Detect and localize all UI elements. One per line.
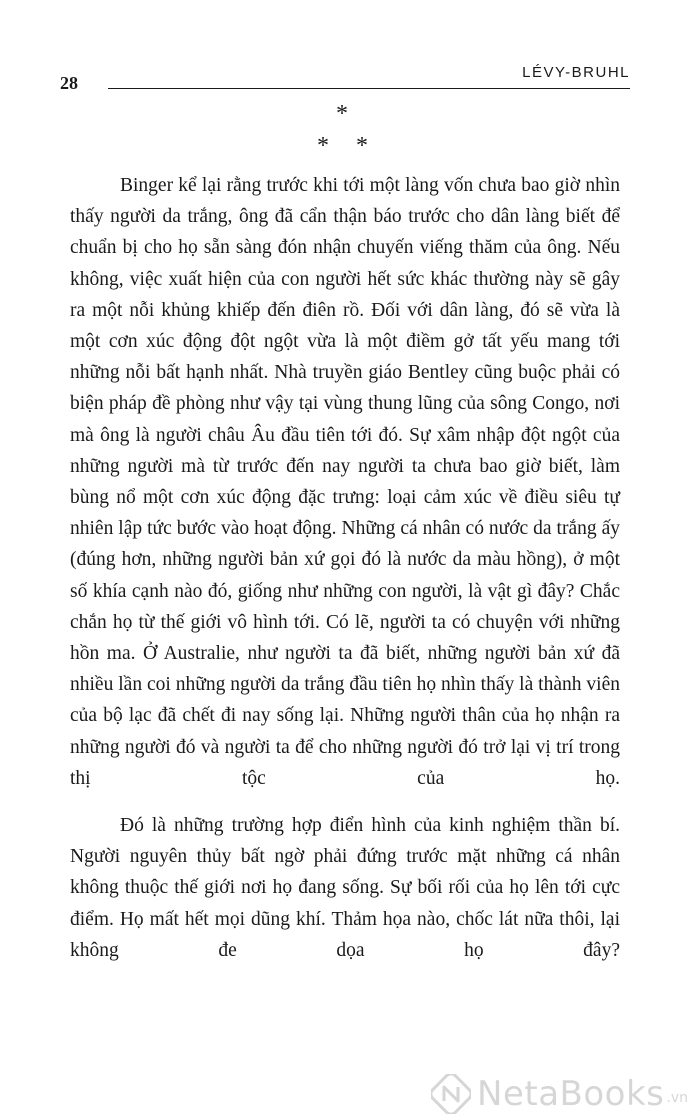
netabooks-logo-icon xyxy=(431,1074,471,1114)
watermark-brand: NetaBooks xyxy=(477,1074,665,1114)
running-title: LÉVY-BRUHL xyxy=(522,64,630,81)
asterisk-right: * xyxy=(356,133,368,159)
asterisk-left: * xyxy=(317,133,329,159)
asterisk-top: * xyxy=(336,101,348,127)
paragraph: Đó là những trường hợp điển hình của kinh nghiệm thần bí. Người nguyên thủy bất ngờ phải đứng trước mặt những cá nhân không thuộc thế giới nơi họ đang sống. Sự bối rối của họ lên tới cực điểm. Họ mất hết mọi dũng khí. Thảm họa nào, chốc lát nữa thôi, lại không đe dọa họ đây? xyxy=(70,815,620,961)
watermark-tld: .vn xyxy=(666,1090,688,1106)
page-header xyxy=(60,64,630,94)
netabooks-logo-shape xyxy=(431,1074,471,1114)
header-rule xyxy=(108,88,630,89)
page-number: 28 xyxy=(60,73,78,93)
watermark xyxy=(431,1074,688,1114)
body-text xyxy=(70,170,620,966)
section-break xyxy=(60,98,630,158)
paragraph: Binger kể lại rằng trước khi tới một làng vốn chưa bao giờ nhìn thấy người da trắng, ông đã cẩn thận báo trước cho dân làng biết để chuẩn bị cho họ sẵn sàng đón nhận chuyến viếng thăm của ông. Nếu không, việc xuất hiện của con người hết sức khác thường này sẽ gây ra một nỗi khủng khiếp đến điên rồ. Đối với dân làng, đó sẽ vừa là một cơn xúc động đột ngột vừa là một điềm gở tất yếu mang tới những nỗi bất hạnh nhất. Nhà truyền giáo Bentley cũng buộc phải có biện pháp đề phòng như vậy tại vùng thung lũng của sông Congo, nơi mà ông là người châu Âu đầu tiên tới đó. Sự xâm nhập đột ngột của những người mà từ trước đến nay người ta chưa bao giờ biết, làm bùng nổ một cơn xúc động đặc trưng: loại cảm xúc về điều siêu tự nhiên lập tức bước vào hoạt động. Những cá nhân có nước da trắng ấy (đúng hơn, những người bản xứ gọi đó là nước da màu hồng), ở một số khía cạnh nào đó, giống như những con người, là vật gì đây? Chắc chắn họ từ thế giới vô hình tới. Có lẽ, người ta có chuyện với những hồn ma. Ở Australie, như người ta đã biết, những người bản xứ đã nhiều lần coi những người da trắng đầu tiên họ nhìn thấy là thành viên của bộ lạc đã chết đi nay sống lại. Những người thân của họ nhận ra những người đó và người ta để cho những người đó trở lại vị trí trong thị tộc của họ. xyxy=(70,175,620,789)
